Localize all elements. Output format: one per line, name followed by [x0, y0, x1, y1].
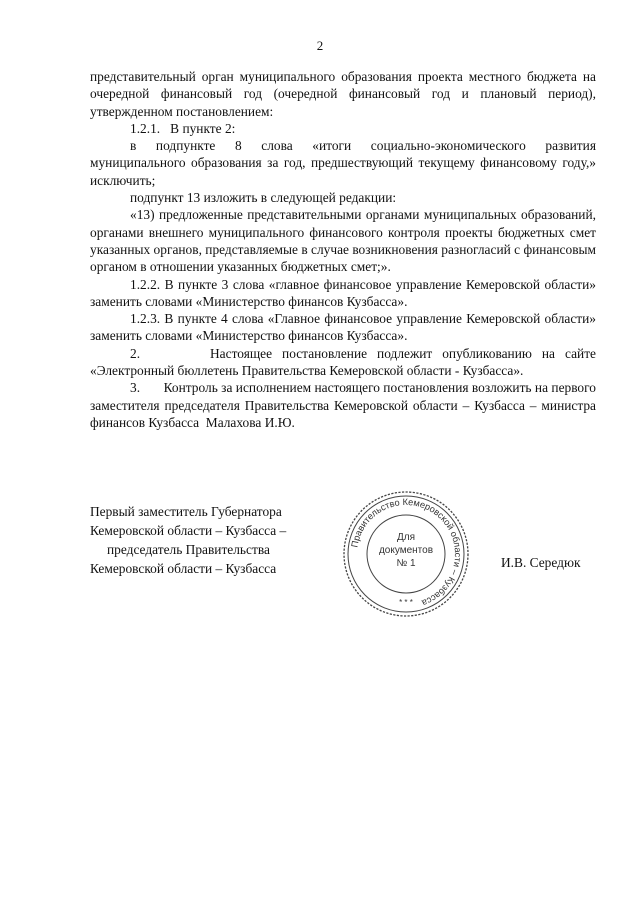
signature-line: Кемеровской области – Кузбасса – [90, 523, 287, 538]
signer-name: И.В. Середюк [501, 555, 581, 570]
seal-center-line: документов [378, 545, 434, 556]
seal-stars: * * * [399, 598, 413, 607]
paragraph-2: 2. Настоящее постановление подлежит опубликованию на сайте «Электронный бюллетень Правительства Кемеровской области - Кузбасса». [90, 345, 600, 379]
signature-line: Кемеровской области – Кузбасса [90, 561, 277, 576]
document-body [90, 68, 600, 431]
seal-ring-text: Правительство Кемеровской области – Кузбасса [349, 496, 464, 609]
seal-center-line: № 1 [396, 558, 416, 569]
paragraph-subpoint-13: подпункт 13 изложить в следующей редакции: [130, 190, 397, 206]
signature-line: Первый заместитель Губернатора [90, 504, 282, 519]
page-number: 2 [316, 38, 324, 53]
paragraph-quote-13: «13) предложенные представительными органами муниципальных образований, органами внешнего муниципального финансового контроля проекты бюджетных смет указанных органов, представляемые в случае возникновения разногласий с финансовым органом в отношении указанных бюджетных смет;». [90, 207, 596, 275]
official-seal [340, 488, 472, 620]
paragraph-3: 3. Контроль за исполнением настоящего постановления возложить на первого заместителя председателя Правительства Кемеровской области – Кузбасса – министра финансов Кузбасса Малахова И.Ю. [90, 380, 600, 430]
paragraph-subpoint-8: в подпункте 8 слова «итоги социально-экономического развития муниципального образования за год, предшествующий текущему финансовому году,» исключить; [90, 138, 596, 188]
paragraph-1-2-1: 1.2.1. В пункте 2: [130, 120, 236, 136]
paragraph-1-2-3: 1.2.3. В пункте 4 слова «Главное финансовое управление Кемеровской области» заменить словами «Министерство финансов Кузбасса». [90, 311, 596, 344]
seal-center-line: Для [396, 532, 416, 543]
paragraph-intro: представительный орган муниципального образования проекта местного бюджета на очередной финансовый год (очередной финансовый год и плановый период), утвержденном постановлением: [90, 69, 596, 119]
paragraph-1-2-2: 1.2.2. В пункте 3 слова «главное финансовое управление Кемеровской области» заменить словами «Министерство финансов Кузбасса». [90, 276, 596, 309]
signature-title [90, 502, 286, 578]
signature-line: председатель Правительства [107, 542, 270, 557]
